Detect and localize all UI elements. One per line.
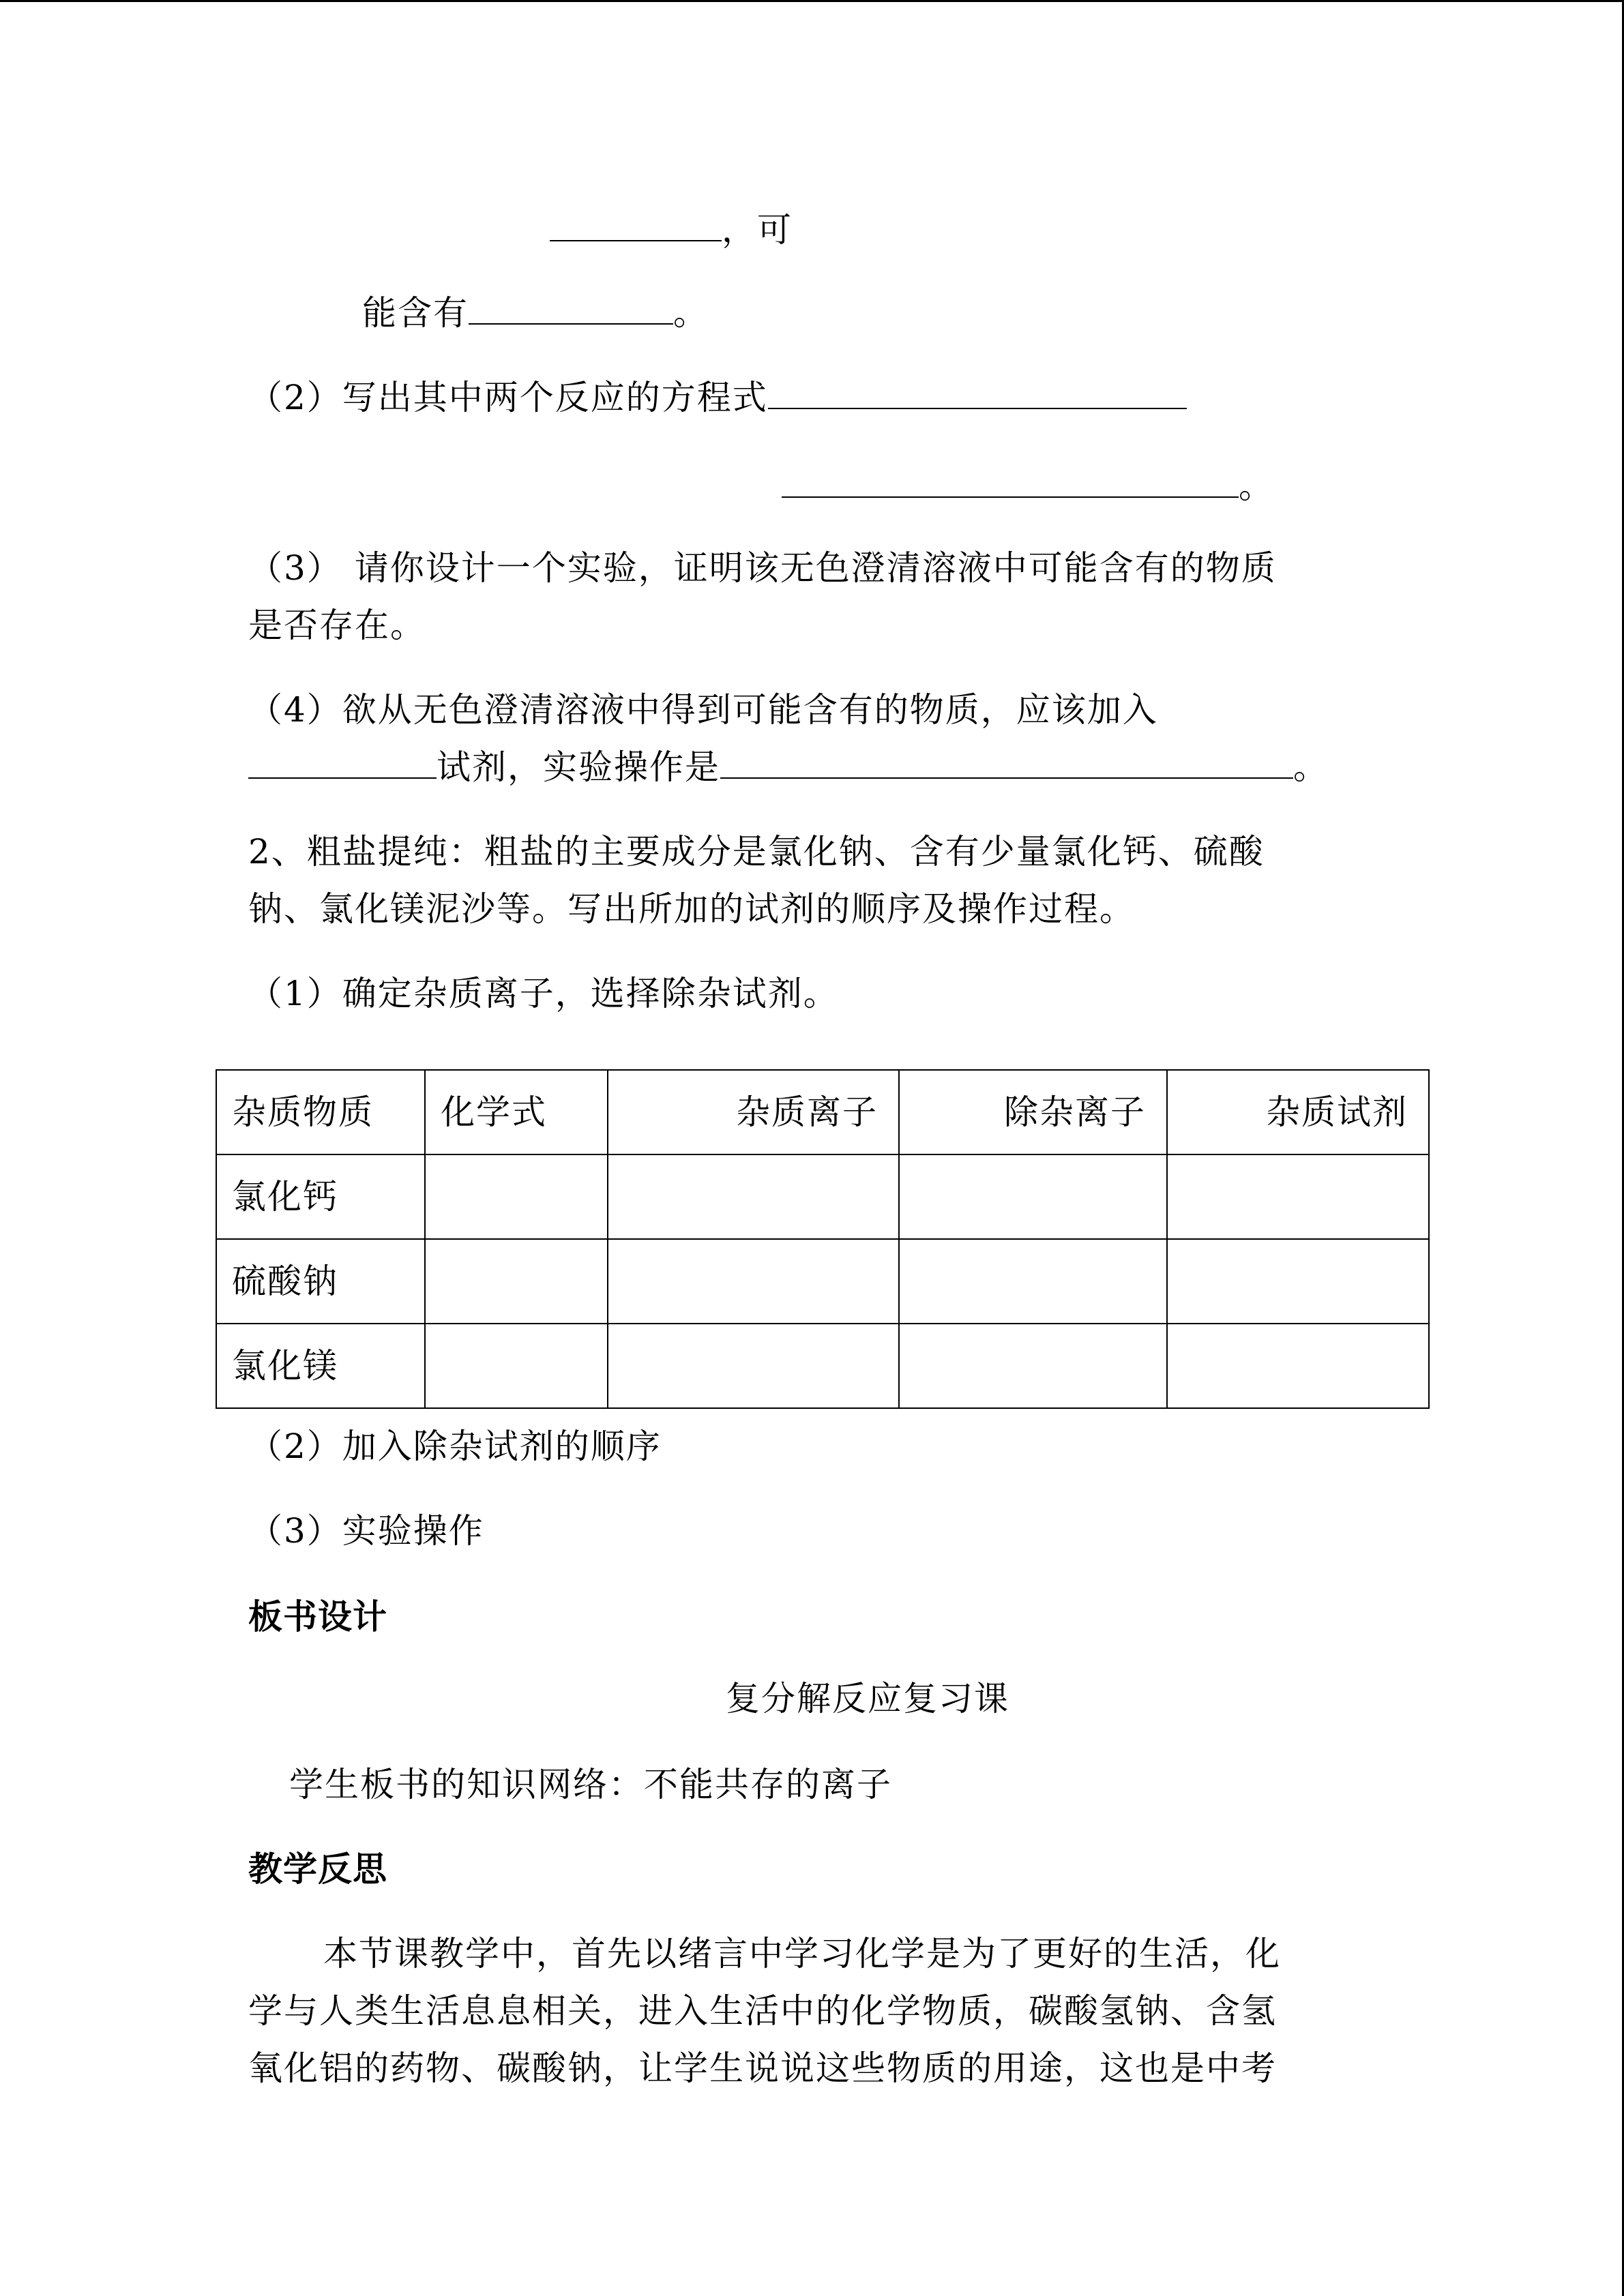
q1-line2-suffix: 。: [673, 293, 709, 333]
board-design-network: 学生板书的知识网络：不能共存的离子: [289, 1765, 892, 1804]
table-header-cell: 杂质试剂: [1167, 1070, 1429, 1154]
answer-blank[interactable]: [469, 296, 673, 325]
table-row: [216, 1239, 1429, 1324]
table-header-cell: 除杂离子: [899, 1070, 1167, 1154]
q1-line-1: [550, 210, 793, 250]
q4-end: 。: [1293, 747, 1329, 787]
problem2-sub3: （3）实验操作: [248, 1511, 484, 1551]
answer-blank[interactable]: [248, 750, 437, 779]
q4-line-2: [248, 747, 1329, 787]
reflection-line-3: 氧化铝的药物、碳酸钠，让学生说说这些物质的用途，这也是中考: [248, 2048, 1277, 2088]
problem2-line-2: 钠、氯化镁泥沙等。写出所加的试剂的顺序及操作过程。: [248, 889, 1135, 929]
q2-end: 。: [1239, 466, 1274, 506]
problem2-sub1: （1）确定杂质离子，选择除杂试剂。: [248, 974, 839, 1013]
table-cell[interactable]: [425, 1154, 608, 1239]
q1-line-2: [362, 293, 709, 333]
table-cell[interactable]: [608, 1239, 899, 1324]
table-header-cell: 杂质离子: [608, 1070, 899, 1154]
q2-text: （2）写出其中两个反应的方程式: [248, 378, 768, 417]
table-cell: 氯化镁: [216, 1324, 425, 1408]
table-cell[interactable]: [899, 1324, 1167, 1408]
table-cell: 硫酸钠: [216, 1239, 425, 1324]
board-design-title: 复分解反应复习课: [726, 1679, 1009, 1718]
q4-line-1: （4）欲从无色澄清溶液中得到可能含有的物质，应该加入: [248, 690, 1158, 730]
q3-line-2: 是否存在。: [248, 606, 426, 645]
table-header-row: [216, 1070, 1429, 1154]
table-cell[interactable]: [425, 1239, 608, 1324]
table-row: [216, 1324, 1429, 1408]
answer-blank[interactable]: [768, 381, 1187, 409]
q2-line-1: [248, 378, 1187, 417]
answer-blank[interactable]: [782, 469, 1239, 498]
table-cell[interactable]: [1167, 1239, 1429, 1324]
reflection-heading: 教学反思: [248, 1849, 387, 1889]
table-header-cell: 杂质物质: [216, 1070, 425, 1154]
q1-line2-prefix: 能含有: [362, 293, 469, 333]
table-cell[interactable]: [608, 1324, 899, 1408]
answer-blank[interactable]: [720, 750, 1293, 779]
q2-line-2: [782, 466, 1274, 506]
table-cell[interactable]: [608, 1154, 899, 1239]
table-cell: 氯化钙: [216, 1154, 425, 1239]
problem2-line-1: 2、粗盐提纯：粗盐的主要成分是氯化钠、含有少量氯化钙、硫酸: [248, 832, 1265, 871]
page-border-top: [0, 0, 1624, 2]
impurity-table: [216, 1069, 1430, 1409]
table-cell[interactable]: [1167, 1324, 1429, 1408]
answer-blank[interactable]: [550, 213, 722, 241]
reflection-line-2: 学与人类生活息息相关，进入生活中的化学物质，碳酸氢钠、含氢: [248, 1991, 1277, 2031]
table-cell[interactable]: [425, 1324, 608, 1408]
table-header-cell: 化学式: [425, 1070, 608, 1154]
q4-mid: 试剂，实验操作是: [437, 747, 720, 787]
reflection-line-1: 本节课教学中，首先以绪言中学习化学是为了更好的生活，化: [323, 1934, 1281, 1973]
table-cell[interactable]: [1167, 1154, 1429, 1239]
table-cell[interactable]: [899, 1154, 1167, 1239]
table-cell[interactable]: [899, 1239, 1167, 1324]
q3-line-1: （3） 请你设计一个实验，证明该无色澄清溶液中可能含有的物质: [248, 548, 1277, 588]
board-design-heading: 板书设计: [248, 1597, 387, 1637]
table-row: [216, 1154, 1429, 1239]
problem2-sub2: （2）加入除杂试剂的顺序: [248, 1427, 662, 1466]
q1-line1-suffix: ，可: [722, 210, 793, 250]
